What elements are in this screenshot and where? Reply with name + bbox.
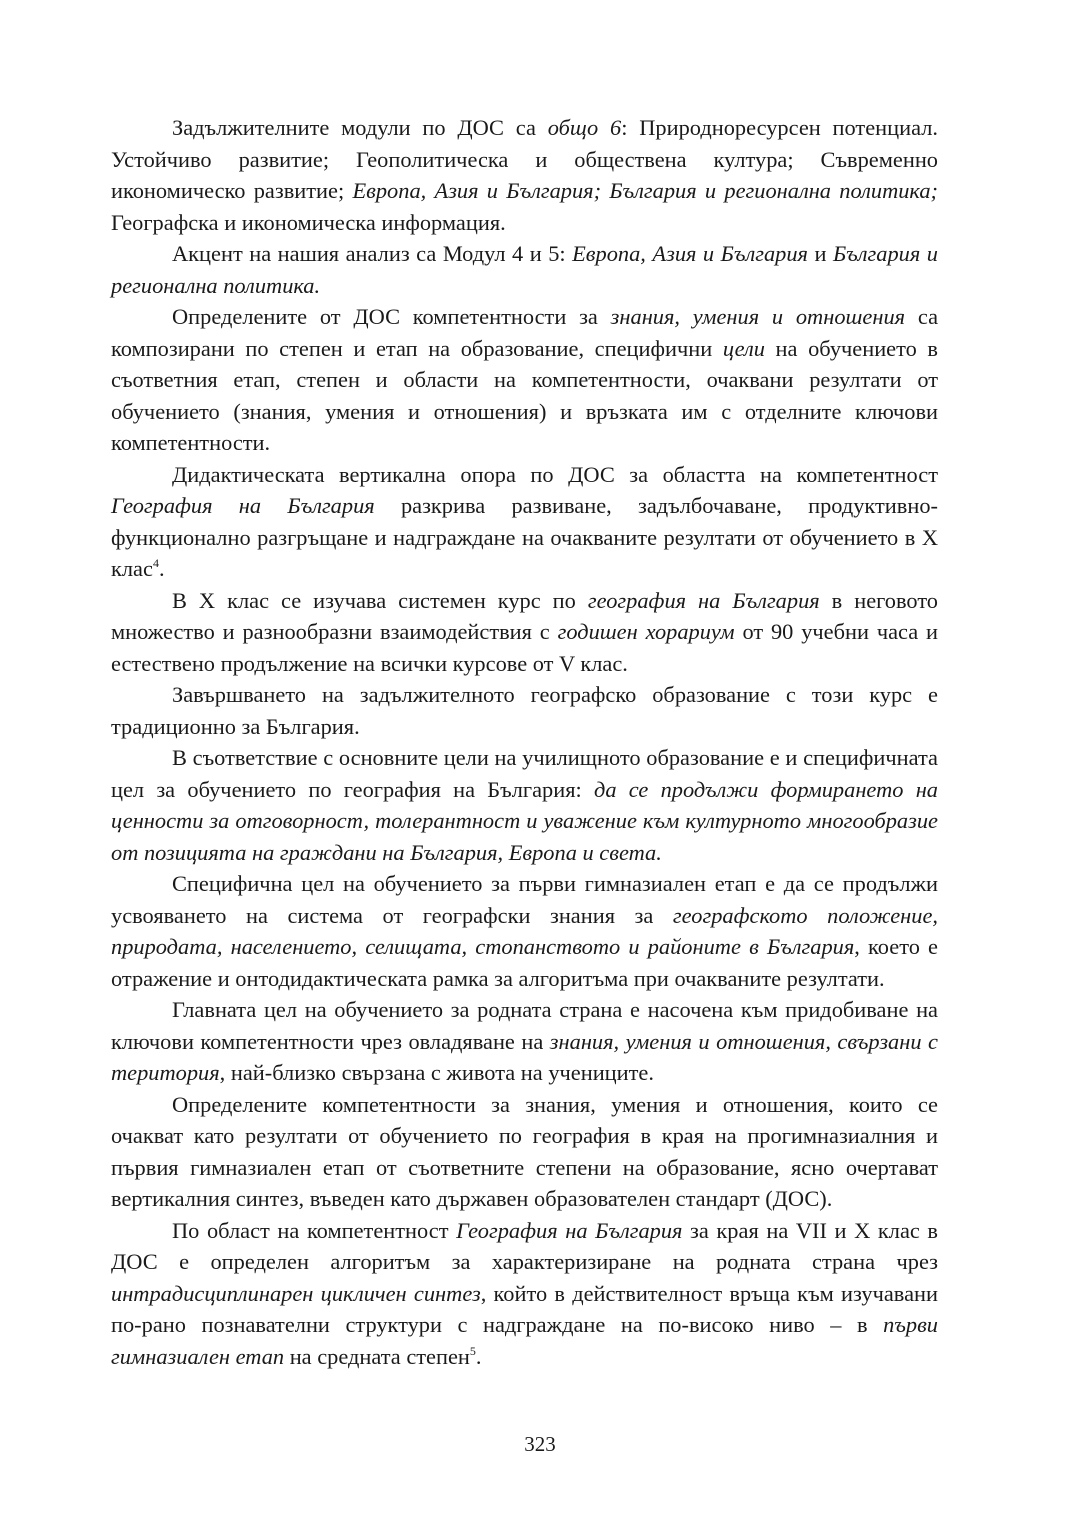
text-run: за края на VII и Х клас в ДОС е определен алгоритъм за характеризиране на родната страна чрез bbox=[111, 1217, 938, 1274]
italic-text: интрадисциплинарен цикличен синтез bbox=[111, 1280, 481, 1306]
text-run: Специфична цел на обучението за първи гимназиален етап е да се продължи усвояването на система от географски знания за bbox=[111, 871, 938, 928]
footnote-ref: 4 bbox=[152, 556, 159, 570]
page-number: 323 bbox=[524, 1432, 556, 1456]
paragraph bbox=[111, 238, 938, 301]
text-run: . bbox=[158, 556, 165, 581]
text-run: от 90 учебни часа и естествено продължение на всички курсове от V клас. bbox=[111, 619, 938, 676]
text-run: , най-близко свързана с живота на учениците. bbox=[219, 1060, 654, 1085]
text-run: Задължителните модули по ДОС са bbox=[172, 115, 548, 140]
italic-text: Европа, Азия и България bbox=[572, 241, 808, 266]
paragraph bbox=[111, 459, 938, 585]
italic-text: годишен хорариум bbox=[557, 619, 735, 644]
paragraph bbox=[111, 585, 938, 680]
italic-text: България и регионална политика. bbox=[111, 241, 938, 298]
text-run: Географска и икономическа информация. bbox=[111, 209, 506, 235]
footnote-ref: 5 bbox=[469, 1343, 476, 1358]
paragraph bbox=[111, 1089, 938, 1215]
text-run: . bbox=[475, 1343, 482, 1369]
text-run: в неговото множество и разнообразни взаимодействия с bbox=[111, 587, 938, 644]
text-run: са композирани по степен и етап на образование, специфични bbox=[111, 304, 939, 361]
text-run: , което е отражение и онтодидактическата рамка за алгоритъма при очакваните резултати. bbox=[111, 934, 938, 991]
body-text bbox=[111, 112, 938, 1372]
paragraph bbox=[111, 868, 938, 994]
italic-text: география на България bbox=[587, 587, 820, 613]
text-run: разкрива развиване, задълбочаване, продуктивно-функционално разгръщане и надграждане на очакваните резултати от обучението в Х клас bbox=[111, 493, 938, 581]
text-run: Главната цел на обучението за родната страна е насочена към придобиване на ключови компетентности чрез овладяване на bbox=[111, 997, 938, 1054]
text-run: Определените от ДОС компетентности за bbox=[172, 304, 611, 329]
text-run: Дидактическата вертикална опора по ДОС за областта на компетентност bbox=[172, 461, 938, 487]
text-run: Определените компетентности за знания, умения и отношения, които се очакват като резултати от обучението по география в края на прогимназиалния и първия гимназиален етап от съответните степени на образование, ясно очертават вертикалния синтез, въведен като държавен образователен стандарт (ДОС). bbox=[111, 1091, 938, 1211]
italic-text: География на България bbox=[111, 493, 375, 518]
text-run: Завършването на задължителното географско образование с този курс е традиционно за България. bbox=[111, 682, 938, 739]
italic-text: цели bbox=[722, 335, 765, 361]
paragraph bbox=[111, 301, 938, 459]
italic-text: първи гимназиален етап bbox=[111, 1312, 938, 1369]
italic-text: географското положение, природата, населението, селищата, стопанството и районите в България bbox=[111, 902, 938, 959]
italic-text: знания, умения и отношения, свързани с територия bbox=[111, 1028, 938, 1085]
paragraph bbox=[111, 742, 938, 868]
text-run: В съответствие с основните цели на училищното образование е и специфичната цел за обучението по география на България: bbox=[111, 745, 938, 802]
text-run: По област на компетентност bbox=[172, 1217, 457, 1243]
text-run: на обучението в съответния етап, степен и области на компетентности, очаквани резултати от обучението (знания, умения и отношения) и връзката им с отделните ключови компетентности. bbox=[111, 335, 938, 455]
italic-text: общо 6 bbox=[547, 115, 622, 140]
paragraph bbox=[111, 112, 938, 238]
paragraph bbox=[111, 994, 938, 1089]
text-run: Акцент на нашия анализ са Модул 4 и 5: bbox=[172, 241, 573, 266]
italic-text: знания, умения и отношения bbox=[610, 304, 906, 329]
text-run: В Х клас се изучава системен курс по bbox=[172, 587, 588, 613]
italic-text: да се продължи формирането на ценности за отговорност, толерантност и уважение към културното многообразие от позицията на граждани на България, Европа и света. bbox=[111, 776, 938, 865]
text-run: и bbox=[807, 241, 833, 266]
text-run: , който в действителност връща към изучавани по-рано познавателни структури с надграждане на по-високо ниво – в bbox=[111, 1280, 938, 1337]
text-run: : Природноресурсен потенциал. Устойчиво развитие; Геополитическа и обществена култура; Съвременно икономическо развитие; bbox=[111, 115, 938, 203]
italic-text: География на България bbox=[456, 1217, 683, 1243]
paragraph bbox=[111, 1215, 938, 1373]
text-run: на средната степен bbox=[284, 1343, 470, 1369]
italic-text: Европа, Азия и България; България и регионална политика; bbox=[352, 178, 939, 203]
paragraph bbox=[111, 679, 938, 742]
